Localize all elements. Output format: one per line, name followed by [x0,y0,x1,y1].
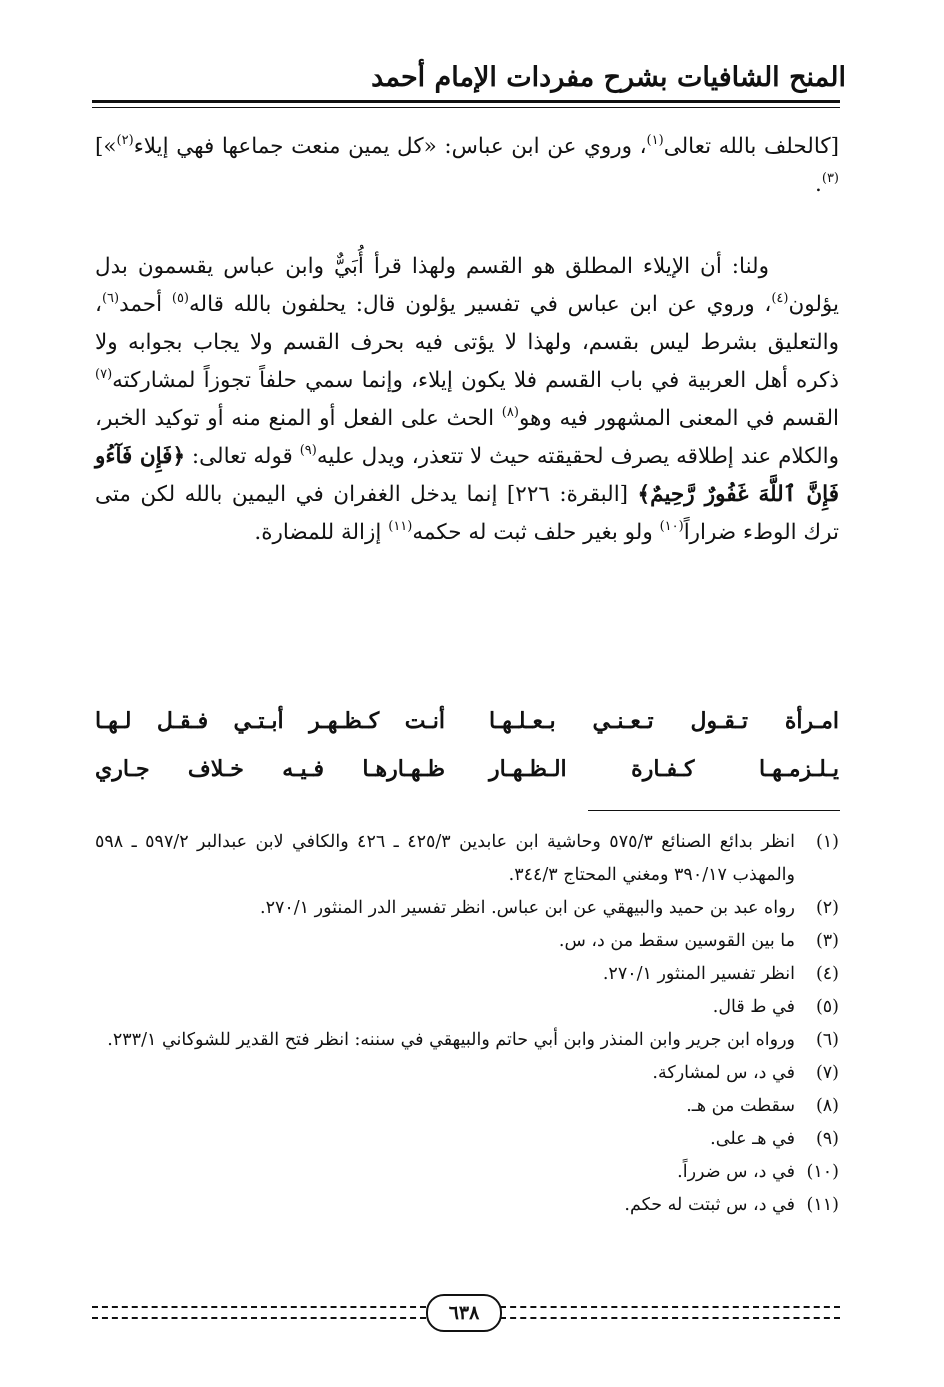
page-number-badge [426,1294,502,1332]
footer-dash-rule-left [92,1306,426,1308]
footnote-number: (١٠) [806,1162,839,1182]
footnote-ref: (٨) [501,405,519,420]
footnote-text: في ط قال. [712,997,795,1017]
text-run: ، والتعليق بشرط ليس بقسم، ولهذا لا يؤتى فيه بحرف القسم ولا يجاب بجوابه ولا ذكره أهل العربية في باب القسم فلا يكون إيلاء، وإنما سمي حلفاً تجوزاً لمشاركته [95,292,839,393]
text-run: ، وروي عن ابن عباس: «كل يمين منعت جماعها فهي إيلاء [133,134,647,159]
footnote-text: سقطت من هـ. [686,1096,795,1116]
footnote-ref: (٩) [299,443,317,458]
footnote-item [95,925,839,958]
text-run: ولنا: أن الإيلاء المطلق هو القسم ولهذا قرأ أُبَيٌّ وابن عباس يقسمون بدل يؤلون [95,254,839,317]
footnote-number: (٩) [815,1129,839,1149]
footnotes-list [95,826,839,1222]
footnote-ref: (٤) [771,291,789,306]
footer-dash-rule-right-lower [500,1317,840,1319]
running-header-title: المنح الشافيات بشرح مفردات الإمام أحمد [371,62,846,93]
poem-line-1 [95,701,839,741]
footnote-text: رواه عبد بن حميد والبيهقي عن ابن عباس. انظر تفسير الدر المنثور ٢٧٠/١. [260,898,795,918]
footnote-number: (٥) [815,997,839,1017]
footnote-item [95,1123,839,1156]
footnote-text: انظر بدائع الصنائع ٥٧٥/٣ وحاشية ابن عابدين ٤٢٥/٣ ـ ٤٢٦ والكافي لابن عبدالبر ٥٩٧/٢ ـ ٥٩٨ والمهذب ٣٩٠/١٧ ومغني المحتاج ٣٤٤/٣. [95,832,796,885]
header-rule-thin [92,107,840,108]
text-run: القسم في المعنى المشهور فيه وهو [518,406,839,431]
text-run: »] [95,134,117,159]
footnote-number: (٣) [815,931,839,951]
text-run: إزالة للمضارة. [254,520,389,545]
footnote-text: في د، س ضرراً. [677,1162,795,1182]
text-run: [كالحلف بالله تعالى [663,134,839,159]
text-run: الحث على الفعل أو المنع منه أو توكيد الخبر، والكلام عند إطلاقه يصرف لحقيقته حيث لا تتعذر، ويدل عليه [95,406,840,469]
footnote-number: (٦) [815,1030,839,1050]
footer-dash-rule-left-lower [92,1317,426,1319]
text-run: . [815,172,822,197]
footnote-text: ورواه ابن جرير وابن المنذر وابن أبي حاتم والبيهقي في سننه: انظر فتح القدير للشوكاني ٢٣٣/١. [107,1030,795,1050]
footnote-item [95,1090,839,1123]
footnote-ref: (١٠) [659,519,684,534]
footnote-item [95,1024,839,1057]
text-run: قوله تعالى: [185,444,300,469]
footnote-item [95,1156,839,1189]
text-run: [البقرة: ٢٢٦] إنما يدخل الغفران في اليمين بالله لكن متى ترك الوطء ضراراً [95,482,839,545]
footnote-item [95,958,839,991]
footnote-ref: (٥) [171,291,189,306]
footnote-separator [588,810,840,811]
quran-verse: ﴿فَإِن فَآءُو فَإِنَّ ٱللَّهَ غَفُورٌ رَّحِيمٌ﴾ [95,444,839,507]
footnote-item [95,991,839,1024]
footnote-text: في د، س ثبتت له حكم. [624,1195,795,1215]
footnote-number: (٤) [815,964,839,984]
footnote-number: (١) [815,832,839,852]
paragraph-2 [95,248,839,552]
footnote-text: في هـ على. [710,1129,795,1149]
text-run: ولو بغير حلف ثبت له حكمه [412,520,660,545]
footnote-item [95,1189,839,1222]
poem-line-2 [95,749,839,789]
footnote-ref: (٢) [116,133,134,148]
footnote-number: (٧) [815,1063,839,1083]
poem-hemistich-right: امـرأة تـقـول تـعـنـي بـعـلـهـا [489,708,839,734]
footnote-number: (١١) [806,1195,839,1215]
footnote-number: (٢) [815,898,839,918]
footnote-item [95,1057,839,1090]
footer-dash-rule-right [500,1306,840,1308]
poem-hemistich-right: يـلـزمـهـا كـفـارة الـظـهـار [489,756,839,782]
footnote-ref: (٦) [101,291,120,306]
footnote-text: في د، س لمشاركة. [652,1063,795,1083]
poem-hemistich-left: أنـت كـظـهـر أبـتـي فـقـل لـهـا [95,708,445,734]
text-run: أحمد [119,292,172,317]
poem-hemistich-left: ظـهـارهـا فـيـه خـلاف جـاري [95,756,445,782]
header-rule [92,100,840,103]
paragraph-1 [95,128,839,204]
footnote-ref: (١) [646,133,664,148]
footnote-item [95,826,839,892]
footnote-ref: (١١) [388,519,413,534]
footnote-ref: (٧) [95,367,113,382]
footnote-number: (٨) [815,1096,839,1116]
footnote-text: انظر تفسير المنثور ٢٧٠/١. [602,964,795,984]
page-number: ٦٣٨ [448,1302,480,1324]
footnote-item [95,892,839,925]
footnote-text: ما بين القوسين سقط من د، س. [558,931,795,951]
text-run: ، وروي عن ابن عباس في تفسير يؤلون قال: يحلفون بالله قاله [189,292,772,317]
footnote-ref: (٣) [821,171,839,186]
